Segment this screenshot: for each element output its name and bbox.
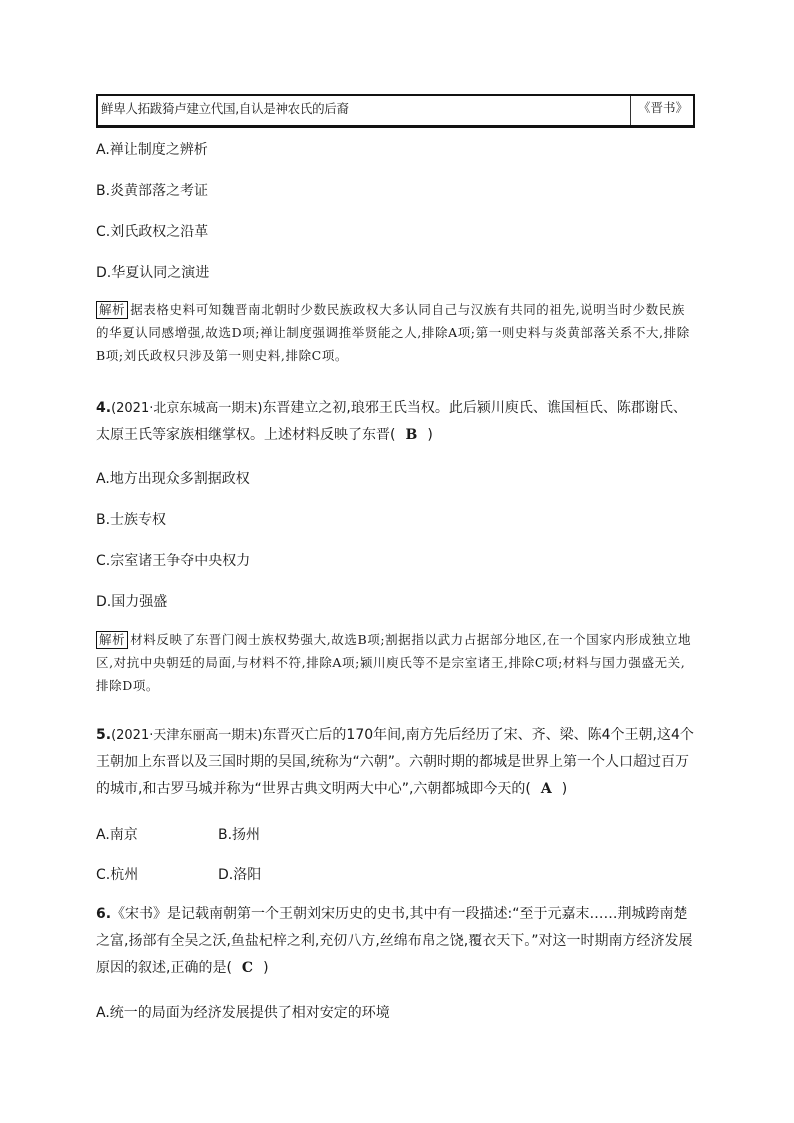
q3-option-b: B.炎黄部落之考证 [96, 183, 209, 199]
q6-option-a: A.统一的局面为经济发展提供了相对安定的环境 [96, 1005, 390, 1021]
q5-option-c: C.杭州 [96, 867, 139, 883]
question-5 [96, 722, 696, 803]
q4-explanation-text: 材料反映了东晋门阀士族权势强大,故选B项;割据指以武力占据部分地区,在一个国家内形成独立地区,对抗中央朝廷的局面,与材料不符,排除A项;颍川庾氏等不是宗室诸王,排除C项;材料与国力强盛无关,排除D项。 [96, 632, 692, 693]
q5-number: 5. [96, 727, 112, 743]
q4-option-b: B.士族专权 [96, 512, 167, 528]
q4-answer: B [405, 427, 418, 443]
q6-stem: 《宋书》是记载南朝第一个王朝刘宋历史的史书,其中有一段描述:“至于元嘉末……荆城跨南楚之富,扬部有全吴之沃,鱼盐杞梓之利,充仞八方,丝绵布帛之饶,覆衣天下。”对这一时期南方经济发展原因的叙述,正确的是( [96, 906, 693, 976]
explanation-tag: 解析 [96, 631, 128, 649]
q5-option-a: A.南京 [96, 827, 138, 843]
q4-number: 4. [96, 400, 112, 416]
q3-explanation-text: 据表格史料可知魏晋南北朝时少数民族政权大多认同自己与汉族有共同的祖先,说明当时少数民族的华夏认同感增强,故选D项;禅让制度强调推举贤能之人,排除A项;第一则史料与炎黄部落关系不大,排除B项;刘氏政权只涉及第一则史料,排除C项。 [96, 302, 690, 363]
q5-options-row-1 [96, 824, 260, 844]
table-cell-text: 鲜卑人拓跋猗卢建立代国,自认是神农氏的后裔 [98, 96, 631, 125]
question-6 [96, 901, 696, 982]
q4-explanation [96, 628, 696, 697]
q4-option-d: D.国力强盛 [96, 594, 168, 610]
q3-option-c: C.刘氏政权之沿革 [96, 224, 209, 240]
table-cell-source: 《晋书》 [638, 100, 689, 115]
q3-explanation [96, 298, 696, 367]
q6-answer: C [241, 960, 254, 976]
q4-source: (2021·北京东城高一期末) [111, 401, 263, 416]
q4-close: ) [427, 427, 433, 443]
explanation-tag: 解析 [96, 301, 128, 319]
q5-answer: A [540, 781, 552, 797]
q4-option-c: C.宗室诸王争夺中央权力 [96, 553, 251, 569]
q3-option-d: D.华夏认同之演进 [96, 265, 210, 281]
q4-stem: 东晋建立之初,琅邪王氏当权。此后颍川庾氏、谯国桓氏、陈郡谢氏、太原王氏等家族相继掌权。上述材料反映了东晋( [96, 400, 687, 443]
q5-source: (2021·天津东丽高一期末) [111, 728, 263, 743]
q5-close: ) [561, 781, 568, 797]
q4-option-a: A.地方出现众多割据政权 [96, 471, 250, 487]
q5-stem: 东晋灭亡后的170年间,南方先后经历了宋、齐、梁、陈4个王朝,这4个王朝加上东晋以及三国时期的吴国,统称为“六朝”。六朝时期的都城是世界上第一个人口超过百万的城市,和古罗马城并称为“世界古典文明两大中心”,六朝都城即今天的( [96, 727, 694, 797]
q6-close: ) [263, 960, 269, 976]
q5-option-b: B.扬州 [218, 827, 261, 843]
q3-option-a: A.禅让制度之辨析 [96, 142, 208, 158]
q5-option-d: D.洛阳 [218, 867, 262, 883]
question-4 [96, 395, 696, 449]
q6-number: 6. [96, 906, 112, 922]
q5-options-row-2 [96, 864, 261, 884]
source-table [96, 94, 695, 128]
